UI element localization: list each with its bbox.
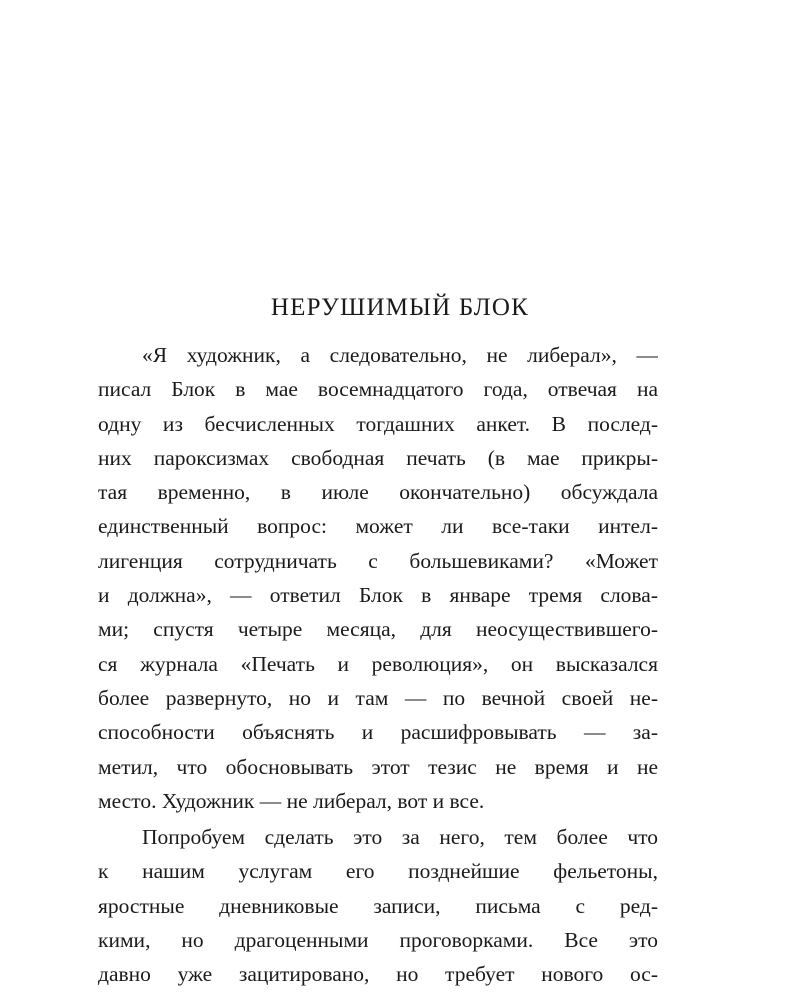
text-line: них пароксизмах свободная печать (в мае прикры- <box>98 445 658 470</box>
text-line: писал Блок в мае восемнадцатого года, отвечая на <box>98 377 658 402</box>
text-line: давно уже зацитировано, но требует нового ос- <box>98 962 658 987</box>
text-line: метил, что обосновывать этот тезис не время и не <box>98 754 658 779</box>
chapter-title: НЕРУШИМЫЙ БЛОК <box>270 294 530 321</box>
text-line: единственный вопрос: может ли все-таки интел- <box>98 514 658 539</box>
text-line: кими, но драгоценными проговорками. Все это <box>98 928 658 953</box>
text-line: ми; спустя четыре месяца, для неосуществившего- <box>98 617 658 642</box>
text-line: Попробуем сделать это за него, тем более что <box>142 825 658 850</box>
text-line: яростные дневниковые записи, письма с ред- <box>98 893 658 918</box>
chapter-body <box>98 338 658 992</box>
text-line: «Я художник, а следовательно, не либерал», — <box>142 343 658 367</box>
text-line: ся журнала «Печать и революция», он высказался <box>98 651 658 676</box>
text-line: тая временно, в июле окончательно) обсуждала <box>98 480 658 505</box>
text-line: лигенция сотрудничать с большевиками? «Может <box>98 548 658 573</box>
text-line: к нашим услугам его позднейшие фельетоны, <box>98 859 658 884</box>
text-line: более развернуто, но и там — по вечной своей не- <box>98 685 658 710</box>
text-line: способности объяснять и расшифровывать — за- <box>98 720 658 745</box>
paragraph-1 <box>98 338 658 818</box>
text-line: одну из бесчисленных тогдашних анкет. В послед- <box>98 411 658 436</box>
text-line: место. Художник — не либерал, вот и все. <box>98 788 485 813</box>
text-line: и должна», — ответил Блок в январе тремя слова- <box>98 583 658 608</box>
paragraph-2 <box>98 820 658 991</box>
